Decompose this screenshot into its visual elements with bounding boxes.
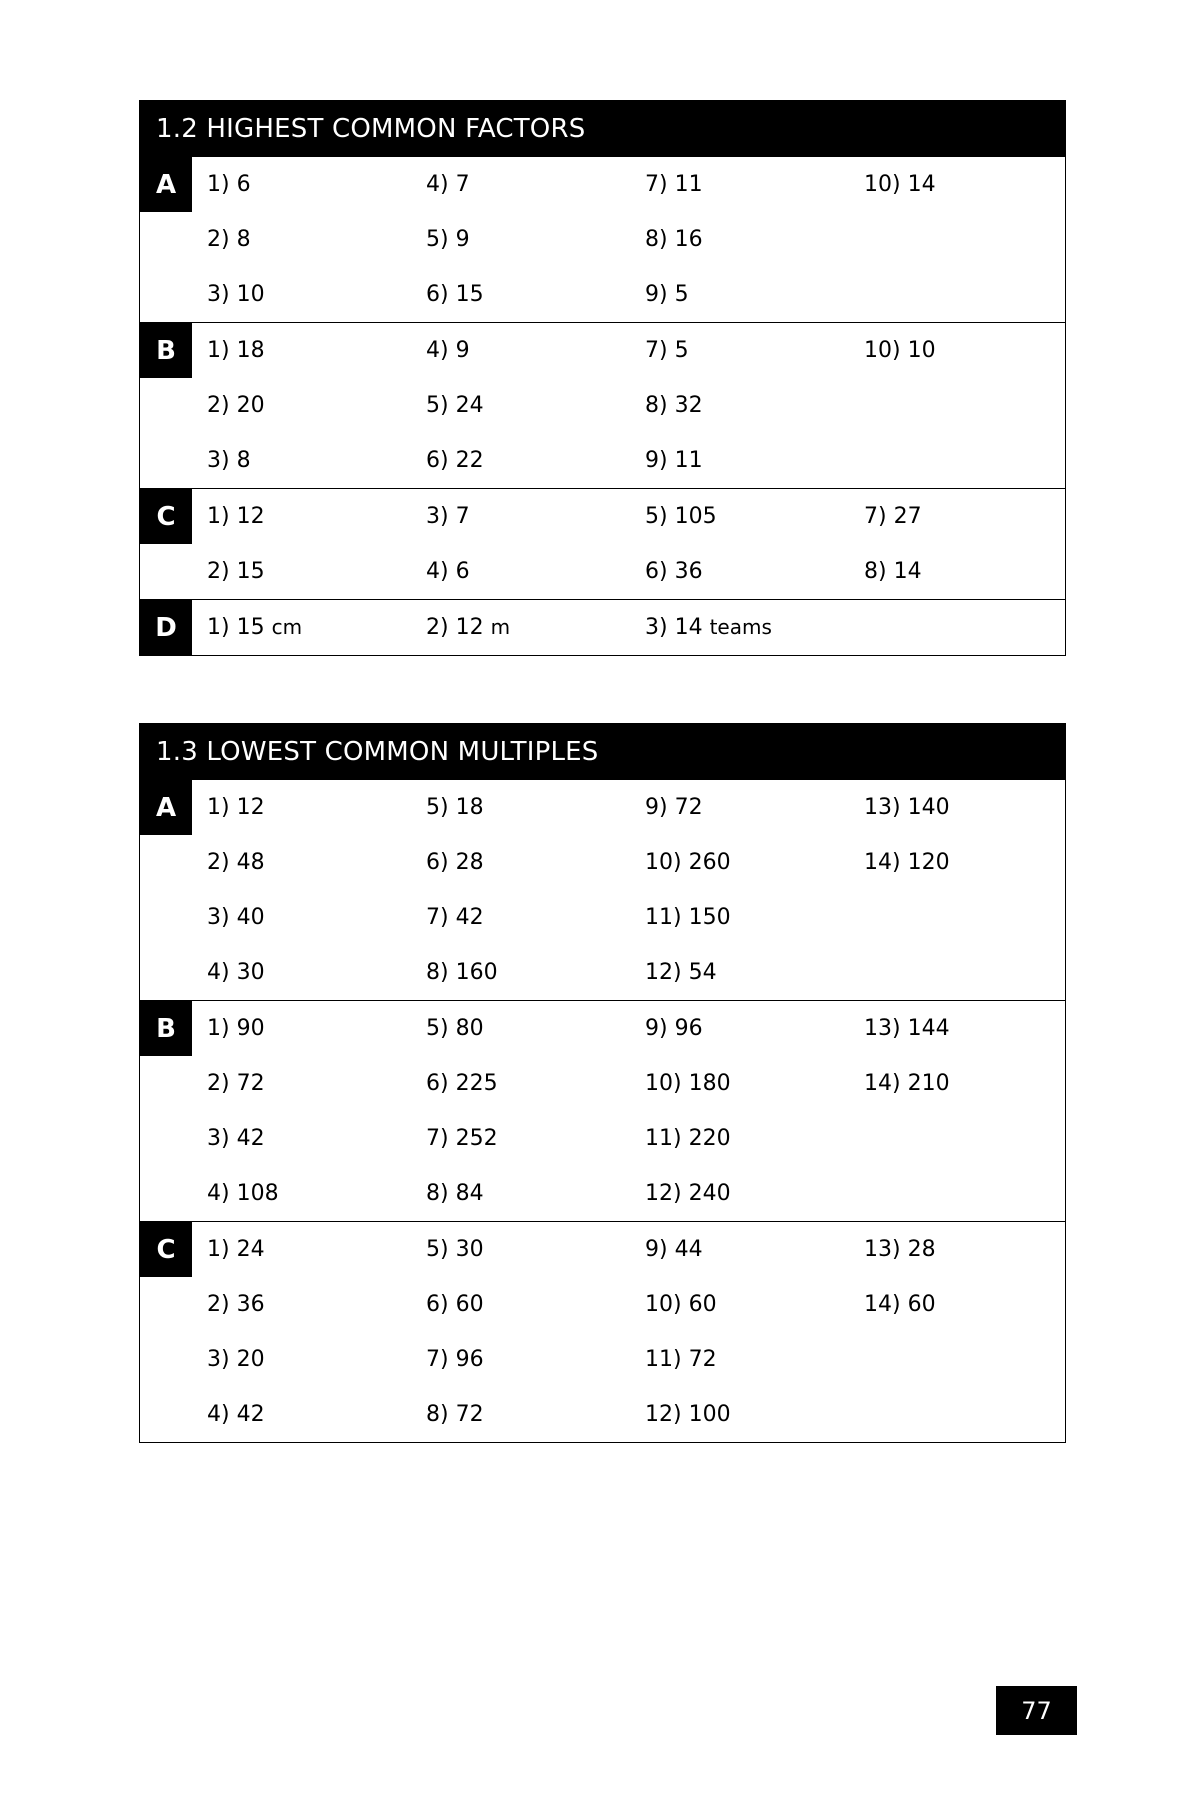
- answers-grid: [192, 489, 1083, 599]
- answer-item: 6) 28: [426, 850, 484, 875]
- answer-item: 4) 9: [426, 338, 470, 363]
- answer-item: 8) 14: [864, 559, 922, 584]
- answer-column: [192, 323, 426, 488]
- answer-item: 14) 120: [864, 850, 950, 875]
- answer-column: [192, 1001, 426, 1221]
- answer-item: 7) 5: [645, 338, 689, 363]
- answer-item: 9) 96: [645, 1016, 703, 1041]
- group-letter-column: [140, 323, 192, 488]
- answer-column: [864, 600, 1083, 655]
- answer-column: [426, 1222, 645, 1442]
- group-letter-column: [140, 489, 192, 599]
- answer-unit: teams: [709, 615, 772, 639]
- answer-groups: [140, 157, 1065, 655]
- answer-column: [645, 489, 864, 599]
- answer-item: 2) 8: [207, 227, 251, 252]
- answer-column: [426, 323, 645, 488]
- answer-column: [864, 323, 1083, 488]
- answer-column: [426, 600, 645, 655]
- answer-item: 13) 28: [864, 1237, 936, 1262]
- answer-item: 7) 252: [426, 1126, 498, 1151]
- answer-item: 6) 225: [426, 1071, 498, 1096]
- answer-column: [864, 780, 1083, 1000]
- answer-group-c: [140, 1221, 1065, 1442]
- answer-column: [426, 780, 645, 1000]
- answer-item: [207, 600, 426, 655]
- answer-item: 5) 30: [426, 1237, 484, 1262]
- answer-item: 3) 7: [426, 504, 470, 529]
- answer-item: 4) 7: [426, 172, 470, 197]
- answer-item: 8) 16: [645, 227, 703, 252]
- answer-item: 1) 24: [207, 1237, 265, 1262]
- answer-item: 2) 72: [207, 1071, 265, 1096]
- answer-column: [864, 1222, 1083, 1442]
- answer-item: 6) 15: [426, 282, 484, 307]
- answer-column: [864, 489, 1083, 599]
- answers-grid: [192, 157, 1083, 322]
- group-letter: D: [140, 600, 192, 655]
- answer-group-b: [140, 1000, 1065, 1221]
- section-title: 1.2 HIGHEST COMMON FACTORS: [140, 101, 1065, 157]
- answer-item: 8) 160: [426, 960, 498, 985]
- answer-item: 7) 27: [864, 504, 922, 529]
- answer-item: 7) 96: [426, 1347, 484, 1372]
- answer-item: 4) 42: [207, 1402, 265, 1427]
- answer-item: 14) 210: [864, 1071, 950, 1096]
- answer-column: [192, 780, 426, 1000]
- answer-group-c: [140, 488, 1065, 599]
- answer-item: 12) 100: [645, 1402, 731, 1427]
- group-letter-column: [140, 1001, 192, 1221]
- answer-unit: cm: [271, 615, 303, 639]
- answer-item: 11) 72: [645, 1347, 717, 1372]
- answer-item: 10) 180: [645, 1071, 731, 1096]
- answer-column: [645, 780, 864, 1000]
- answer-item: 3) 42: [207, 1126, 265, 1151]
- answer-column: [192, 489, 426, 599]
- answer-column: [645, 157, 864, 322]
- answer-group-d: [140, 599, 1065, 655]
- answer-item: 3) 20: [207, 1347, 265, 1372]
- answer-item: 6) 22: [426, 448, 484, 473]
- answer-groups: [140, 780, 1065, 1442]
- answer-item: 7) 42: [426, 905, 484, 930]
- page-number: 77: [996, 1686, 1077, 1735]
- group-letter-column: [140, 780, 192, 1000]
- answer-column: [864, 157, 1083, 322]
- answer-column: [426, 489, 645, 599]
- answer-item: 14) 60: [864, 1292, 936, 1317]
- answer-item: 5) 80: [426, 1016, 484, 1041]
- answer-item: 4) 30: [207, 960, 265, 985]
- answers-grid: [192, 1222, 1083, 1442]
- answer-value: 2) 12: [426, 615, 484, 640]
- group-letter-column: [140, 1222, 192, 1442]
- answer-item: 11) 220: [645, 1126, 731, 1151]
- group-letter-column: [140, 600, 192, 655]
- answer-item: 4) 6: [426, 559, 470, 584]
- answer-item: 12) 54: [645, 960, 717, 985]
- answer-unit: m: [490, 615, 511, 639]
- answer-item: 9) 44: [645, 1237, 703, 1262]
- answer-item: 10) 14: [864, 172, 936, 197]
- answer-item: 2) 48: [207, 850, 265, 875]
- answer-item: 11) 150: [645, 905, 731, 930]
- answer-item: 1) 12: [207, 795, 265, 820]
- answer-item: 1) 12: [207, 504, 265, 529]
- group-letter-column: [140, 157, 192, 322]
- answer-column: [426, 157, 645, 322]
- answer-item: 10) 10: [864, 338, 936, 363]
- answer-column: [192, 157, 426, 322]
- section-highest-common-factors: [139, 100, 1066, 656]
- answer-item: 12) 240: [645, 1181, 731, 1206]
- answer-item: 6) 36: [645, 559, 703, 584]
- answer-item: 6) 60: [426, 1292, 484, 1317]
- group-letter: B: [140, 323, 192, 378]
- answer-item: 5) 24: [426, 393, 484, 418]
- answer-group-b: [140, 322, 1065, 488]
- answer-item: [645, 600, 864, 655]
- group-letter: A: [140, 157, 192, 212]
- group-letter: B: [140, 1001, 192, 1056]
- answer-column: [864, 1001, 1083, 1221]
- group-letter: C: [140, 1222, 192, 1277]
- answer-value: 3) 14: [645, 615, 703, 640]
- answer-column: [645, 1001, 864, 1221]
- answer-item: 2) 20: [207, 393, 265, 418]
- answer-column: [645, 323, 864, 488]
- answer-item: 4) 108: [207, 1181, 279, 1206]
- answer-item: 13) 140: [864, 795, 950, 820]
- answer-item: 7) 11: [645, 172, 703, 197]
- answer-item: 1) 6: [207, 172, 251, 197]
- answer-item: 9) 72: [645, 795, 703, 820]
- answers-grid: [192, 1001, 1083, 1221]
- group-letter: C: [140, 489, 192, 544]
- answer-item: 2) 36: [207, 1292, 265, 1317]
- answer-item: 8) 32: [645, 393, 703, 418]
- answers-grid: [192, 323, 1083, 488]
- answer-item: 1) 90: [207, 1016, 265, 1041]
- answer-column: [192, 600, 426, 655]
- section-title: 1.3 LOWEST COMMON MULTIPLES: [140, 724, 1065, 780]
- answer-item: 3) 10: [207, 282, 265, 307]
- answer-item: 9) 5: [645, 282, 689, 307]
- answers-grid: [192, 600, 1083, 655]
- answer-column: [645, 1222, 864, 1442]
- answers-grid: [192, 780, 1083, 1000]
- answer-column: [645, 600, 864, 655]
- answer-item: 9) 11: [645, 448, 703, 473]
- answer-item: 10) 60: [645, 1292, 717, 1317]
- answer-group-a: [140, 157, 1065, 322]
- answer-column: [192, 1222, 426, 1442]
- answer-item: 3) 8: [207, 448, 251, 473]
- answer-item: 13) 144: [864, 1016, 950, 1041]
- answer-item: 5) 18: [426, 795, 484, 820]
- answer-item: 1) 18: [207, 338, 265, 363]
- answer-item: 5) 105: [645, 504, 717, 529]
- answer-item: 8) 72: [426, 1402, 484, 1427]
- section-lowest-common-multiples: [139, 723, 1066, 1443]
- group-letter: A: [140, 780, 192, 835]
- answer-item: 2) 15: [207, 559, 265, 584]
- answer-item: 5) 9: [426, 227, 470, 252]
- answer-group-a: [140, 780, 1065, 1000]
- answer-item: 3) 40: [207, 905, 265, 930]
- answer-item: 8) 84: [426, 1181, 484, 1206]
- answer-item: 10) 260: [645, 850, 731, 875]
- answer-item: [426, 600, 645, 655]
- answer-column: [426, 1001, 645, 1221]
- answer-value: 1) 15: [207, 615, 265, 640]
